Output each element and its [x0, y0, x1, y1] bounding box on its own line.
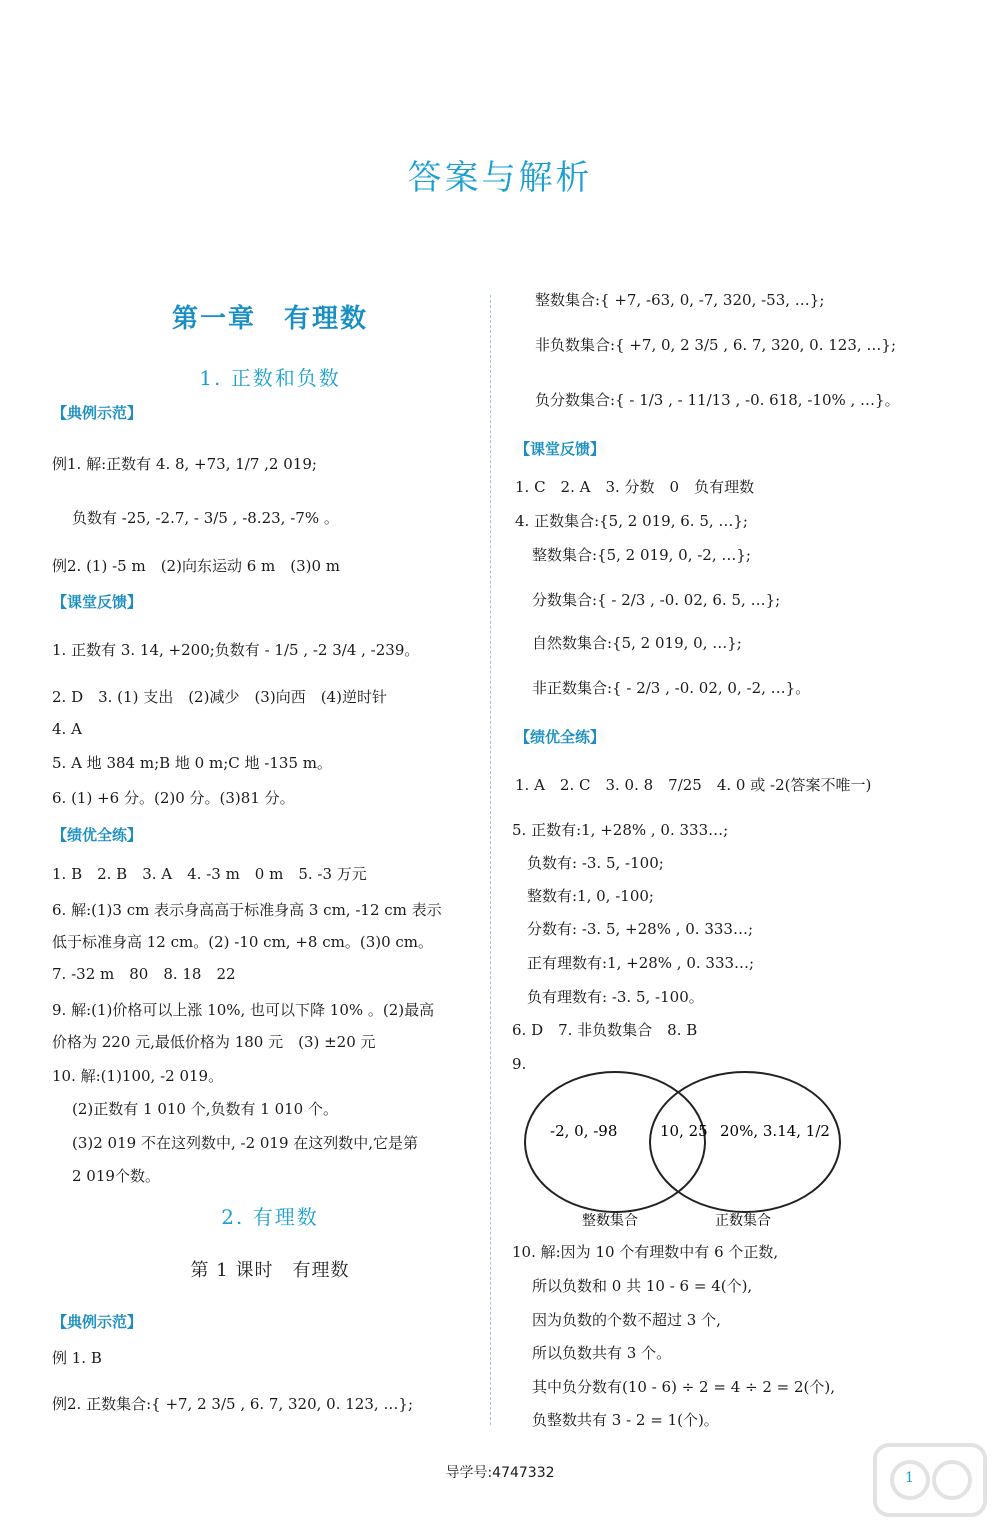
left-line: 例2. 正数集合:{ +7, 2 3/5 , 6. 7, 320, 0. 123, …}; [52, 1395, 414, 1413]
left-line: 1. B 2. B 3. A 4. -3 m 0 m 5. -3 万元 [52, 865, 367, 883]
left-line: (3)2 019 不在这列数中, -2 019 在这列数中,它是第 [72, 1134, 419, 1152]
left-line: 例2. (1) -5 m (2)向东运动 6 m (3)0 m [52, 557, 341, 575]
right-line: 因为负数的个数不超过 3 个, [532, 1311, 721, 1329]
right-line: 正有理数有:1, +28% , 0. 333…; [527, 954, 755, 972]
right-line: 所以负数和 0 共 10 - 6 = 4(个), [532, 1277, 753, 1295]
section-heading-2: 2. 有理数 [221, 1205, 319, 1229]
right-line: 整数集合:{5, 2 019, 0, -2, …}; [532, 546, 751, 564]
watermark-logo-icon [870, 1440, 990, 1520]
right-line: 负数有: -3. 5, -100; [527, 854, 664, 872]
chapter-heading: 第一章 有理数 [171, 304, 368, 334]
right-line: 分数集合:{ - 2/3 , -0. 02, 6. 5, …}; [532, 591, 781, 609]
tag-classroom: 【课堂反馈】 [52, 593, 143, 611]
right-line: 6. D 7. 非负数集合 8. B [512, 1021, 698, 1039]
left-line: 1. 正数有 3. 14, +200;负数有 - 1/5 , -2 3/4 , -239。 [52, 641, 420, 659]
right-line: 1. A 2. C 3. 0. 8 7/25 4. 0 或 -2(答案不唯一) [515, 776, 872, 794]
page-number: 1 [905, 1470, 914, 1486]
venn-right-text: 20%, 3.14, 1/2 [720, 1122, 830, 1140]
left-line: 6. (1) +6 分。(2)0 分。(3)81 分。 [52, 789, 295, 807]
right-line: 10. 解:因为 10 个有理数中有 6 个正数, [512, 1243, 779, 1261]
tag-practice: 【绩优全练】 [52, 826, 143, 844]
right-line: 非负数集合:{ +7, 0, 2 3/5 , 6. 7, 320, 0. 123, …}; [535, 336, 897, 354]
right-line: 自然数集合:{5, 2 019, 0, …}; [532, 634, 742, 652]
left-line: 9. 解:(1)价格可以上涨 10%, 也可以下降 10% 。(2)最高 [52, 1001, 435, 1019]
left-line: 例 1. B [52, 1349, 102, 1367]
left-line: 低于标准身高 12 cm。(2) -10 cm, +8 cm。(3)0 cm。 [52, 933, 434, 951]
tag-example: 【典例示范】 [52, 1313, 143, 1331]
tag-practice: 【绩优全练】 [515, 728, 606, 746]
tag-classroom: 【课堂反馈】 [515, 440, 606, 458]
right-line: 所以负数共有 3 个。 [532, 1344, 672, 1362]
left-line: 10. 解:(1)100, -2 019。 [52, 1067, 224, 1085]
left-line: 6. 解:(1)3 cm 表示身高高于标准身高 3 cm, -12 cm 表示 [52, 901, 442, 919]
venn-right-label: 正数集合 [715, 1213, 771, 1229]
right-line: 5. 正数有:1, +28% , 0. 333…; [512, 821, 729, 839]
left-line: (2)正数有 1 010 个,负数有 1 010 个。 [72, 1100, 338, 1118]
left-line: 例1. 解:正数有 4. 8, +73, 1/7 ,2 019; [52, 455, 317, 473]
right-line: 负有理数有: -3. 5, -100。 [527, 988, 704, 1006]
left-line: 2 019个数。 [72, 1167, 160, 1185]
right-line: 非正数集合:{ - 2/3 , -0. 02, 0, -2, …}。 [532, 679, 811, 697]
column-divider [490, 295, 491, 1425]
venn-left-label: 整数集合 [582, 1213, 638, 1229]
right-line: 4. 正数集合:{5, 2 019, 6. 5, …}; [515, 512, 748, 530]
left-line: 2. D 3. (1) 支出 (2)减少 (3)向西 (4)逆时针 [52, 688, 387, 706]
right-line: 1. C 2. A 3. 分数 0 负有理数 [515, 478, 755, 496]
left-line: 4. A [52, 720, 82, 738]
venn-left-text: -2, 0, -98 [550, 1122, 618, 1140]
left-line: 5. A 地 384 m;B 地 0 m;C 地 -135 m。 [52, 754, 332, 772]
left-line: 7. -32 m 80 8. 18 22 [52, 965, 236, 983]
tag-example: 【典例示范】 [52, 404, 143, 422]
venn-diagram [520, 1060, 850, 1235]
right-line: 负整数共有 3 - 2 = 1(个)。 [532, 1411, 719, 1429]
footer-code: 导学号:4747332 [445, 1465, 555, 1481]
right-line: 整数集合:{ +7, -63, 0, -7, 320, -53, …}; [535, 291, 825, 309]
left-line: 价格为 220 元,最低价格为 180 元 (3) ±20 元 [52, 1033, 376, 1051]
section-heading-1: 1. 正数和负数 [199, 366, 341, 390]
right-line: 分数有: -3. 5, +28% , 0. 333…; [527, 920, 754, 938]
right-line: 整数有:1, 0, -100; [527, 887, 654, 905]
page-title: 答案与解析 [407, 158, 593, 198]
venn-right-circle [650, 1072, 840, 1212]
venn-overlap-text: 10, 25 [660, 1122, 708, 1140]
left-line: 负数有 -25, -2.7, - 3/5 , -8.23, -7% 。 [72, 509, 339, 527]
lesson-heading: 第 1 课时 有理数 [190, 1260, 350, 1281]
right-line: 负分数集合:{ - 1/3 , - 11/13 , -0. 618, -10% , …}。 [535, 391, 900, 409]
right-line: 9. [512, 1055, 527, 1073]
right-line: 其中负分数有(10 - 6) ÷ 2 = 4 ÷ 2 = 2(个), [532, 1378, 836, 1396]
